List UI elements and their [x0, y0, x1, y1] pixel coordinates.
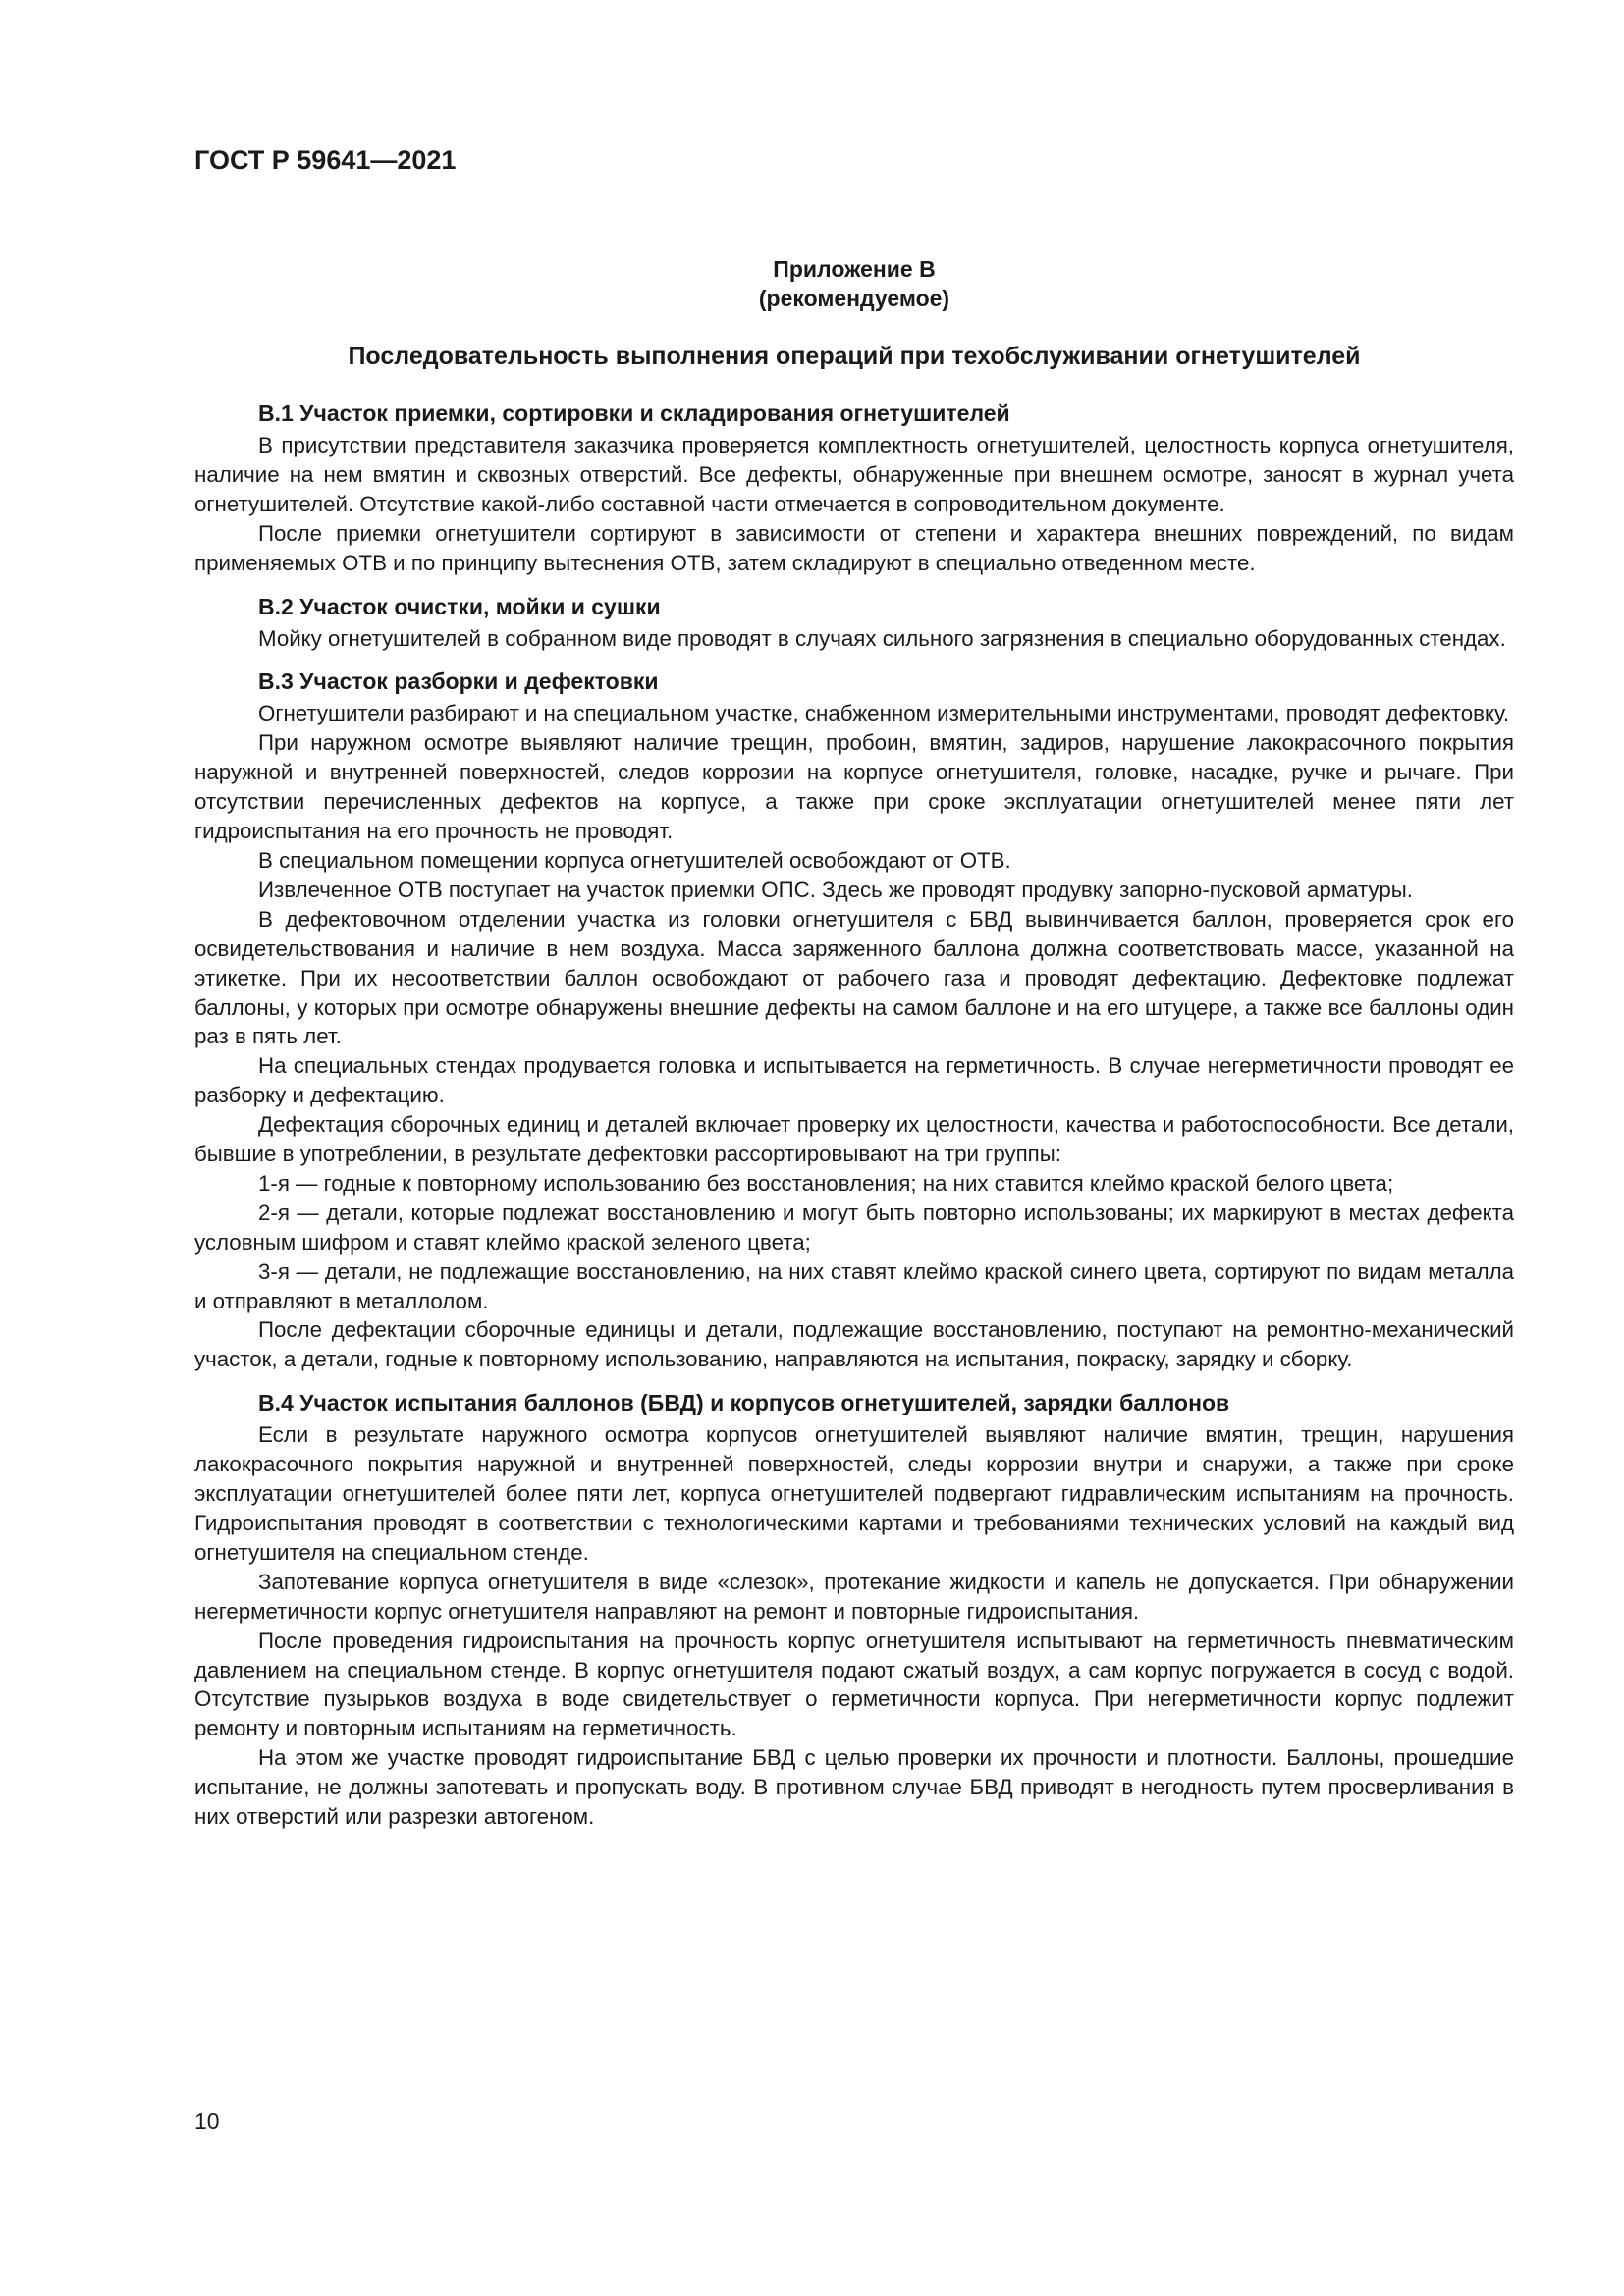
section-heading: В.2 Участок очистки, мойки и сушки: [258, 593, 661, 619]
document-code: ГОСТ Р 59641—2021: [194, 145, 457, 175]
paragraph: Дефектация сборочных единиц и деталей включает проверку их целостности, качества и работоспособности. Все детали, бывшие в употреблении, в результате дефектовки рассортировывают на три группы:: [194, 1112, 1514, 1167]
appendix-status: (рекомендуемое): [758, 286, 950, 311]
paragraph: В дефектовочном отделении участка из головки огнетушителя с БВД вывинчивается баллон, проверяется срок его освидетельствования и наличие в нем воздуха. Масса заряженного баллона должна соответствовать массе, указанной на этикетке. При их несоответствии баллон освобождают от рабочего газа и проводят дефектацию. Дефектовке подлежат баллоны, у которых при осмотре обнаружены внешние дефекты на самом баллоне и на его штуцере, а также все баллоны один раз в пять лет.: [194, 906, 1514, 1049]
list-item: 1-я — годные к повторному использованию без восстановления; на них ставится клеймо краской белого цвета;: [258, 1170, 1394, 1196]
paragraph: При наружном осмотре выявляют наличие трещин, пробоин, вмятин, задиров, нарушение лакокрасочного покрытия наружной и внутренней поверхностей, следов коррозии на корпусе огнетушителя, головке, насадке, ручке и рычаге. При отсутствии перечисленных дефектов на корпусе, а также при сроке эксплуатации огнетушителей менее пяти лет гидроиспытания на его прочность не проводят.: [194, 730, 1514, 844]
paragraph: После дефектации сборочные единицы и детали, подлежащие восстановлению, поступают на ремонтно-механический участок, а детали, годные к повторному использованию, направляются на испытания, покраску, зарядку и сборку.: [194, 1317, 1514, 1372]
paragraph: В присутствии представителя заказчика проверяется комплектность огнетушителей, целостность корпуса огнетушителя, наличие на нем вмятин и сквозных отверстий. Все дефекты, обнаруженные при внешнем осмотре, заносят в журнал учета огнетушителей. Отсутствие какой-либо составной части отмечается в сопроводительном документе.: [194, 433, 1514, 516]
section-b1: [194, 399, 1514, 578]
paragraph: Если в результате наружного осмотра корпусов огнетушителей выявляют наличие вмятин, трещин, нарушения лакокрасочного покрытия наружной и внутренней поверхностей, следы коррозии внутри и снаружи, а также при сроке эксплуатации огнетушителей более пяти лет, корпуса огнетушителей подвергают гидравлическим испытаниям на прочность. Гидроиспытания проводят в соответствии с технологическими картами и требованиями технических условий на каждый вид огнетушителя на специальном стенде.: [194, 1422, 1514, 1565]
paragraph: На специальных стендах продувается головка и испытывается на герметичность. В случае негерметичности проводят ее разборку и дефектацию.: [194, 1053, 1514, 1108]
page-number: 10: [194, 2109, 220, 2134]
section-b2: [194, 592, 1514, 654]
paragraph: Извлеченное ОТВ поступает на участок приемки ОПС. Здесь же проводят продувку запорно-пусковой арматуры.: [258, 877, 1413, 902]
paragraph: Огнетушители разбирают и на специальном участке, снабженном измерительными инструментами, проводят дефектовку.: [258, 701, 1510, 726]
paragraph: После приемки огнетушители сортируют в зависимости от степени и характера внешних повреждений, по видам применяемых ОТВ и по принципу вытеснения ОТВ, затем складируют в специально отведенном месте.: [194, 520, 1514, 575]
section-heading: В.4 Участок испытания баллонов (БВД) и корпусов огнетушителей, зарядки баллонов: [258, 1390, 1230, 1416]
paragraph: На этом же участке проводят гидроиспытание БВД с целью проверки их прочности и плотности. Баллоны, прошедшие испытание, не должны запотевать и пропускать воду. В противном случае БВД приводят в негодность путем просверливания в них отверстий или разрезки автогеном.: [194, 1745, 1514, 1830]
paragraph: Мойку огнетушителей в собранном виде проводят в случаях сильного загрязнения в специально оборудованных стендах.: [258, 625, 1506, 651]
section-heading: В.3 Участок разборки и дефектовки: [258, 668, 659, 695]
paragraph: Запотевание корпуса огнетушителя в виде «слезок», протекание жидкости и капель не допускается. При обнаружении негерметичности корпус огнетушителя направляют на ремонт и повторные гидроиспытания.: [194, 1569, 1514, 1624]
paragraph: В специальном помещении корпуса огнетушителей освобождают от ОТВ.: [258, 847, 1011, 873]
document-page: [194, 145, 1514, 1832]
section-b3: [194, 667, 1514, 1374]
list-item: 2-я — детали, которые подлежат восстановлению и могут быть повторно использованы; их маркируют в местах дефекта условным шифром и ставят клеймо краской зеленого цвета;: [194, 1200, 1514, 1255]
sections: [194, 399, 1514, 1832]
appendix-header: [194, 254, 1514, 313]
appendix-label: Приложение В: [773, 256, 936, 282]
section-heading: В.1 Участок приемки, сортировки и складирования огнетушителей: [258, 400, 1010, 426]
list-item: 3-я — детали, не подлежащие восстановлению, на них ставят клеймо краской синего цвета, сортируют по видам металла и отправляют в металлолом.: [194, 1258, 1514, 1313]
section-b4: [194, 1388, 1514, 1832]
appendix-title: Последовательность выполнения операций при техобслуживании огнетушителей: [348, 343, 1361, 370]
paragraph: После проведения гидроиспытания на прочность корпус огнетушителя испытывают на герметичность пневматическим давлением на специальном стенде. В корпус огнетушителя подают сжатый воздух, а сам корпус погружается в сосуд с водой. Отсутствие пузырьков воздуха в воде свидетельствует о герметичности корпуса. При негерметичности корпус подлежит ремонту и повторным испытаниям на герметичность.: [194, 1628, 1514, 1741]
